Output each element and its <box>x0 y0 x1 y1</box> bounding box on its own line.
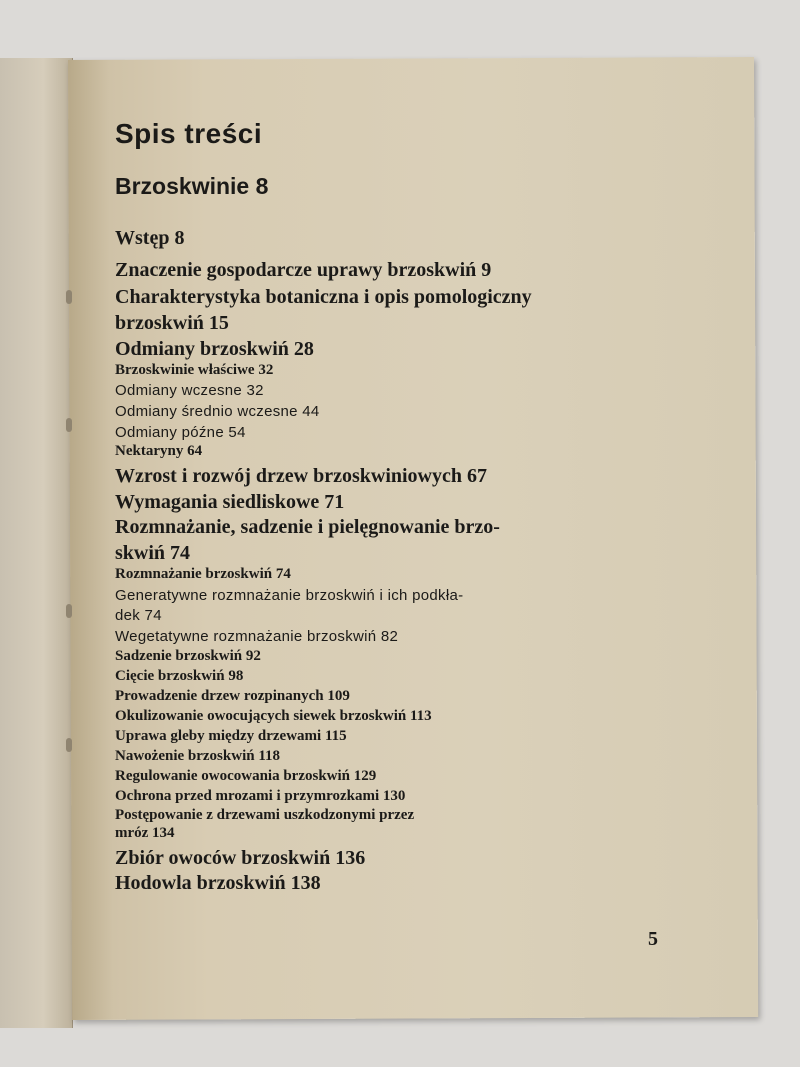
toc-entry: Brzoskwinie właściwe 32 <box>115 362 274 378</box>
toc-entry: Hodowla brzoskwiń 138 <box>115 872 321 894</box>
toc-entry: Rozmnażanie, sadzenie i pielęgnowanie brzo- <box>115 516 500 538</box>
toc-entry: Rozmnażanie brzoskwiń 74 <box>115 566 291 582</box>
toc-entry: dek 74 <box>115 607 162 624</box>
toc-entry: Wstęp 8 <box>115 227 185 249</box>
toc-entry: Charakterystyka botaniczna i opis pomologiczny <box>115 286 532 308</box>
toc-entry: brzoskwiń 15 <box>115 312 229 334</box>
toc-title: Spis treści <box>115 118 263 149</box>
toc-entry: Odmiany wczesne 32 <box>115 382 264 399</box>
toc-entry: Nawożenie brzoskwiń 118 <box>115 748 280 764</box>
toc-entry: Prowadzenie drzew rozpinanych 109 <box>115 688 350 704</box>
toc-entry: mróz 134 <box>115 825 175 841</box>
binding-stitch <box>66 290 72 304</box>
binding-stitch <box>66 738 72 752</box>
toc-entry: skwiń 74 <box>115 542 191 564</box>
toc-entry: Okulizowanie owocujących siewek brzoskwiń 113 <box>115 708 432 724</box>
toc-entry: Generatywne rozmnażanie brzoskwiń i ich podkła- <box>115 587 464 604</box>
toc-entry: Wegetatywne rozmnażanie brzoskwiń 82 <box>115 628 399 645</box>
page-number: 5 <box>648 928 658 950</box>
toc-entry: Zbiór owoców brzoskwiń 136 <box>115 847 366 869</box>
toc-entry: Cięcie brzoskwiń 98 <box>115 668 244 684</box>
toc-entry: Sadzenie brzoskwiń 92 <box>115 648 261 664</box>
toc-entry: Odmiany brzoskwiń 28 <box>115 338 314 360</box>
toc-entry: Regulowanie owocowania brzoskwiń 129 <box>115 768 377 784</box>
toc-entry: Wymagania siedliskowe 71 <box>115 491 345 513</box>
binding-stitch <box>66 418 72 432</box>
toc-entry: Ochrona przed mrozami i przymrozkami 130 <box>115 788 406 804</box>
toc-entry: Uprawa gleby między drzewami 115 <box>115 728 347 744</box>
binding-stitch <box>66 604 72 618</box>
toc-entry: Nektaryny 64 <box>115 443 203 459</box>
toc-entry: Odmiany średnio wczesne 44 <box>115 403 320 420</box>
toc-entry: Postępowanie z drzewami uszkodzonymi przez <box>115 807 415 823</box>
left-page-edge <box>0 58 73 1028</box>
toc-section-heading: Brzoskwinie 8 <box>115 173 269 199</box>
toc-entry: Znaczenie gospodarcze uprawy brzoskwiń 9 <box>115 259 492 281</box>
toc-entry: Odmiany późne 54 <box>115 424 246 441</box>
toc-entry: Wzrost i rozwój drzew brzoskwiniowych 67 <box>115 465 487 487</box>
